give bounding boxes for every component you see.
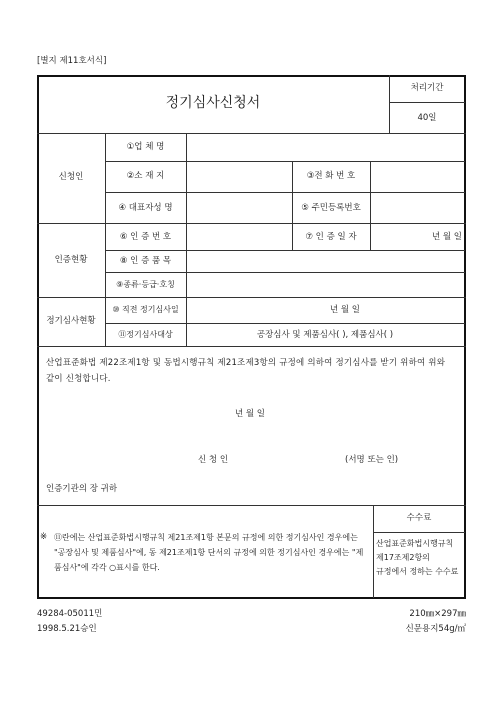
cert-item-label: ⑧ 인 증 품 목 bbox=[119, 256, 172, 266]
grade-label: ⑨종류·등급·호칭 bbox=[116, 280, 175, 289]
processing-value: 40일 bbox=[417, 113, 437, 123]
frame-bottom bbox=[37, 597, 466, 599]
application-statement: 산업표준화법 제22조제1항 및 동법시행규칙 제21조제3항의 규정에 의하여 정기심사를 받기 위하여 위와 같이 신청합니다. bbox=[46, 358, 446, 384]
fee-text: 산업표준화법시행규칙 제17조제2항의 규정에서 정하는 수수료 bbox=[376, 539, 459, 576]
paper-size: 210㎜×297㎜ bbox=[409, 609, 466, 619]
processing-label: 처리기간 bbox=[410, 83, 444, 93]
resident-number-field[interactable] bbox=[371, 193, 464, 223]
address-label: ②소 재 지 bbox=[126, 171, 165, 181]
approval-date: 1998.5.21승인 bbox=[37, 624, 97, 634]
note-text: ⑪란에는 산업표준화법시행규칙 제21조제1항 본문의 규정에 의한 정기심사인 경우에는 "공장심사 및 제품심사"에, 동 제21조제1항 단서의 규정에 의한 정기심사인 경우에는 "제품심사"에 각각 ○표시를 한다. bbox=[54, 533, 364, 572]
cert-date-label: ⑦ 인 증 일 자 bbox=[305, 232, 357, 242]
phone-field[interactable] bbox=[371, 162, 464, 192]
cert-number-field[interactable] bbox=[187, 224, 292, 250]
row-line-5 bbox=[105, 323, 465, 324]
form-title: 정기심사신청서 bbox=[165, 95, 261, 111]
audit-target-value[interactable]: 공장심사 및 제품심사( ), 제품심사( ) bbox=[256, 330, 394, 340]
applicant-signature-label: 신 청 인 bbox=[198, 455, 229, 465]
representative-label: ④ 대표자성 명 bbox=[118, 203, 173, 213]
form-code: 49284-05011민 bbox=[37, 609, 103, 619]
cert-date-value[interactable]: 년 월 일 bbox=[431, 232, 462, 242]
mid-col-a bbox=[292, 161, 293, 223]
company-name-label: ①업 체 명 bbox=[126, 142, 165, 152]
applicant-section-label: 신청인 bbox=[58, 172, 84, 182]
frame-top bbox=[37, 75, 466, 77]
company-name-field[interactable] bbox=[187, 134, 464, 161]
paper-type: 신문용지54g/㎡ bbox=[405, 624, 466, 634]
application-date[interactable]: 년 월 일 bbox=[234, 409, 266, 419]
representative-field[interactable] bbox=[187, 193, 292, 223]
last-audit-date[interactable]: 년 월 일 bbox=[329, 305, 361, 315]
cert-item-field[interactable] bbox=[187, 251, 464, 272]
cert-number-label: ⑥ 인 증 번 호 bbox=[119, 232, 172, 242]
audit-target-label: ⑪정기심사대상 bbox=[118, 330, 173, 339]
addressee: 인증기관의 장 귀하 bbox=[46, 484, 118, 494]
note-star: ※ bbox=[40, 532, 48, 542]
frame-left bbox=[37, 75, 39, 599]
fee-split bbox=[373, 532, 465, 533]
last-audit-label: ⑩ 직전 정기심사일 bbox=[112, 305, 179, 314]
note-top-line bbox=[37, 505, 466, 506]
phone-label: ③전 화 번 호 bbox=[306, 171, 356, 181]
section-line-3 bbox=[37, 346, 466, 347]
processing-split bbox=[389, 102, 465, 103]
section-line-2 bbox=[37, 297, 466, 298]
fee-label: 수수료 bbox=[406, 513, 432, 523]
certification-section-label: 인증현황 bbox=[54, 255, 88, 265]
signature-placeholder[interactable]: (서명 또는 인) bbox=[345, 455, 399, 465]
resident-number-label: ⑤ 주민등록번호 bbox=[301, 203, 361, 213]
form-number: [별지 제11호서식] bbox=[37, 56, 107, 66]
audit-section-label: 정기심사현황 bbox=[46, 316, 96, 326]
grade-field[interactable] bbox=[187, 273, 464, 297]
address-field[interactable] bbox=[187, 162, 292, 192]
